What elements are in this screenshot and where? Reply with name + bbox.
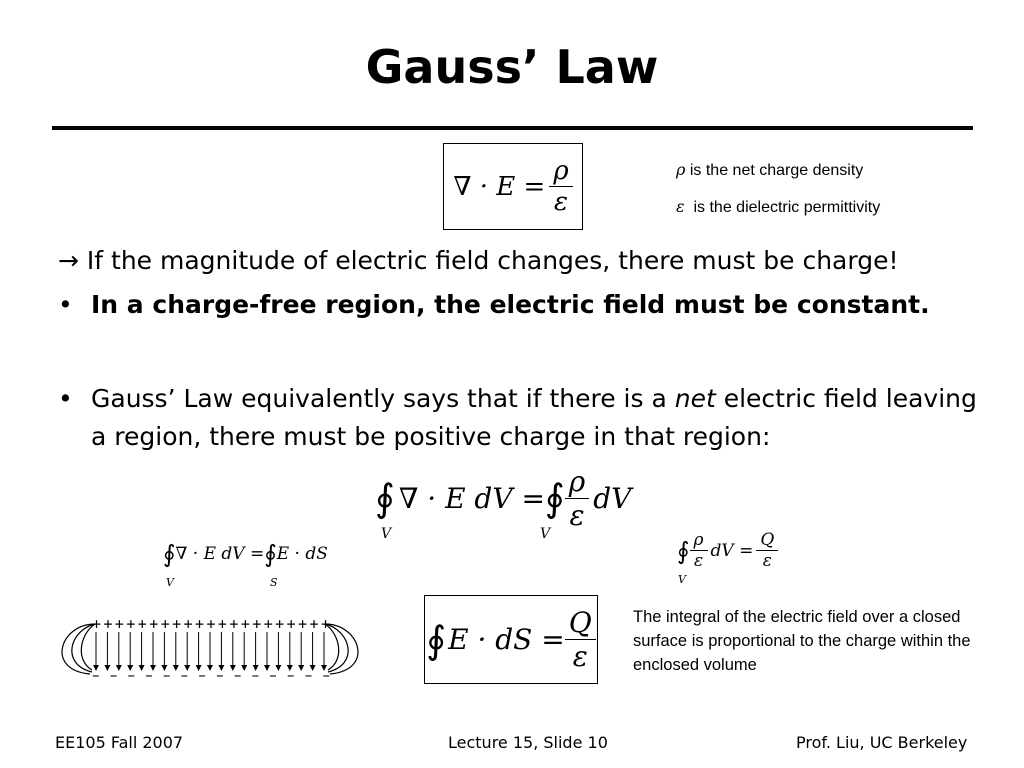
- small-right-numerator: ρ: [690, 530, 708, 551]
- surface-denominator: ε: [572, 640, 588, 673]
- closed-integral-icon: ∮: [264, 540, 277, 568]
- main-subscript-v1: V: [381, 526, 392, 542]
- rho-text: is the net charge density: [689, 162, 864, 179]
- bullet-2: [58, 380, 988, 456]
- main-rhs-tail: dV: [593, 481, 632, 515]
- integral-equation-small-left: [163, 540, 328, 568]
- divergence-equation-box: [443, 143, 583, 230]
- main-fraction: [565, 465, 589, 532]
- bullet-2-emphasis: net: [674, 384, 716, 413]
- small-left-part2: E · dS: [276, 544, 328, 564]
- small-right-subscript-v: V: [678, 573, 686, 586]
- bullet-2-pre: Gauss’ Law equivalently says that if there is a: [91, 384, 675, 413]
- integral-equation-small-right: [677, 530, 778, 571]
- divergence-lhs: ∇ · E =: [453, 171, 546, 202]
- main-subscript-v2: V: [540, 526, 551, 542]
- bullet-1-text: In a charge-free region, the electric field must be constant.: [91, 290, 930, 319]
- bullet-2-text: [91, 380, 988, 456]
- small-left-part1: ∇ · E dV =: [175, 544, 265, 564]
- positive-charge-row: +++++++++++++++++++++: [92, 615, 330, 633]
- small-right-rhs-numerator: Q: [756, 530, 778, 551]
- arrow-statement: [58, 246, 898, 275]
- negative-charge-row: – – – – – – – – – – – – – –: [92, 666, 330, 684]
- footer-course: EE105 Fall 2007: [55, 733, 184, 752]
- surface-numerator: Q: [565, 606, 596, 640]
- rho-note: [676, 160, 863, 180]
- field-lines-diagram: [50, 612, 375, 684]
- footer-author: Prof. Liu, UC Berkeley: [796, 733, 968, 752]
- small-right-rhs-denominator: ε: [762, 551, 772, 571]
- surface-integral-box: [424, 595, 598, 684]
- footer-slide-number: Lecture 15, Slide 10: [448, 733, 608, 752]
- fraction-numerator: ρ: [549, 156, 572, 187]
- bullet-dot-icon: •: [58, 384, 73, 413]
- bullet-dot-icon: •: [58, 290, 73, 319]
- slide-title: Gauss’ Law: [365, 40, 659, 94]
- closed-integral-icon: ∮: [375, 476, 395, 520]
- integral-explanation: The integral of the electric field over a closed surface is proportional to the charge within the enclosed volume: [633, 608, 971, 674]
- small-right-fraction: [690, 530, 708, 571]
- arrow-right-icon: →: [58, 246, 79, 275]
- closed-integral-icon: ∮: [544, 476, 565, 520]
- arrow-statement-text: If the magnitude of electric field changes, there must be charge!: [86, 246, 899, 275]
- small-right-middle: dV =: [710, 540, 754, 561]
- title-divider: [52, 126, 973, 130]
- closed-integral-icon: ∮: [163, 540, 176, 568]
- small-left-subscript-v: V: [166, 576, 174, 589]
- integral-equation-main: [375, 458, 631, 538]
- eps-text: is the dielectric permittivity: [693, 199, 881, 216]
- small-right-rhs-fraction: [756, 530, 778, 571]
- main-numerator: ρ: [565, 465, 589, 499]
- eps-symbol: ε: [676, 197, 685, 216]
- main-denominator: ε: [569, 498, 585, 532]
- surface-fraction: [565, 606, 596, 673]
- eps-note: [676, 197, 880, 217]
- divergence-fraction: [549, 156, 572, 217]
- fringe-line-left: [62, 624, 95, 674]
- fraction-denominator: ε: [554, 187, 568, 217]
- main-lhs: ∇ · E dV =: [398, 481, 545, 515]
- small-left-subscript-s: S: [270, 576, 278, 589]
- surface-lhs: E · dS =: [448, 623, 565, 656]
- rho-symbol: ρ: [676, 160, 686, 179]
- closed-integral-icon: ∮: [677, 536, 690, 565]
- small-right-denominator: ε: [693, 551, 704, 571]
- closed-integral-icon: ∮: [426, 617, 447, 662]
- bullet-1: [58, 290, 998, 319]
- bullet-2-post: electric field leaving a region, there must be positive charge in that region:: [91, 384, 977, 451]
